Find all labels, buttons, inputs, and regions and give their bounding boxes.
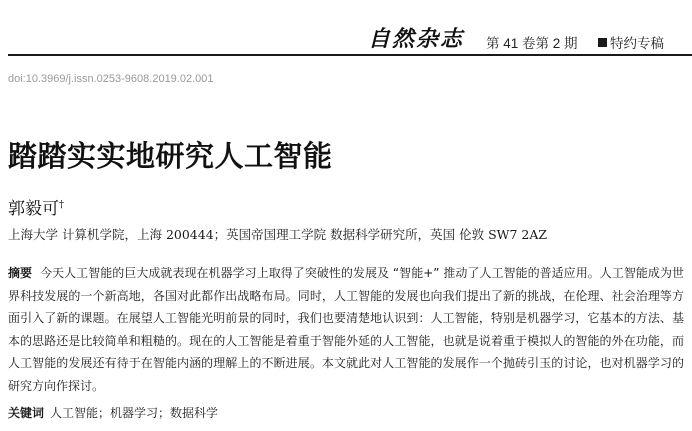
abstract-label: 摘要: [8, 266, 33, 280]
section-label-text: 特约专稿: [610, 36, 664, 51]
abstract: [8, 262, 684, 397]
section-label: [598, 32, 664, 52]
square-bullet-icon: [598, 38, 607, 47]
journal-logo: 自然杂志: [368, 26, 465, 52]
abstract-text: 今天人工智能的巨大成就表现在机器学习上取得了突破性的发展及 “智能+” 推动了人工智能的普适应用。人工智能成为世界科技发展的一个新高地，各国对此都作出战略布局。同时，人工智能的发展也向我们提出了新的挑战，在伦理、社会治理等方面引入了新的课题。在展望人工智能光明前景的同时，我们也要清楚地认识到：人工智能，特别是机器学习，它基本的方法、基本的思路还是比较简单和粗糙的。现在的人工智能是着重于智能外延的人工智能，也就是说着重于模拟人的智能的外在功能，而人工智能的发展还有待于在智能内涵的理解上的不断进展。本文就此对人工智能的发展作一个抛砖引玉的讨论，也对机器学习的研究方向作探讨。: [8, 266, 684, 393]
article-title: 踏踏实实地研究人工智能: [8, 139, 333, 173]
keywords: [8, 404, 218, 421]
author-footnote-mark[interactable]: †: [59, 199, 64, 211]
issue-number: 第 41 卷第 2 期: [486, 36, 578, 51]
keywords-label: 关键词: [8, 406, 45, 420]
author-name: 郭毅可: [8, 199, 59, 219]
author-affiliation: 上海大学 计算机学院，上海 200444；英国帝国理工学院 数据科学研究所，英国 伦敦 SW7 2AZ: [8, 227, 548, 242]
author-line: [8, 194, 64, 219]
doi-link[interactable]: doi:10.3969/j.issn.0253-9608.2019.02.001: [8, 73, 214, 85]
header-divider: [8, 54, 692, 56]
keywords-text: 人工智能；机器学习；数据科学: [50, 406, 219, 420]
journal-header: [0, 0, 692, 62]
